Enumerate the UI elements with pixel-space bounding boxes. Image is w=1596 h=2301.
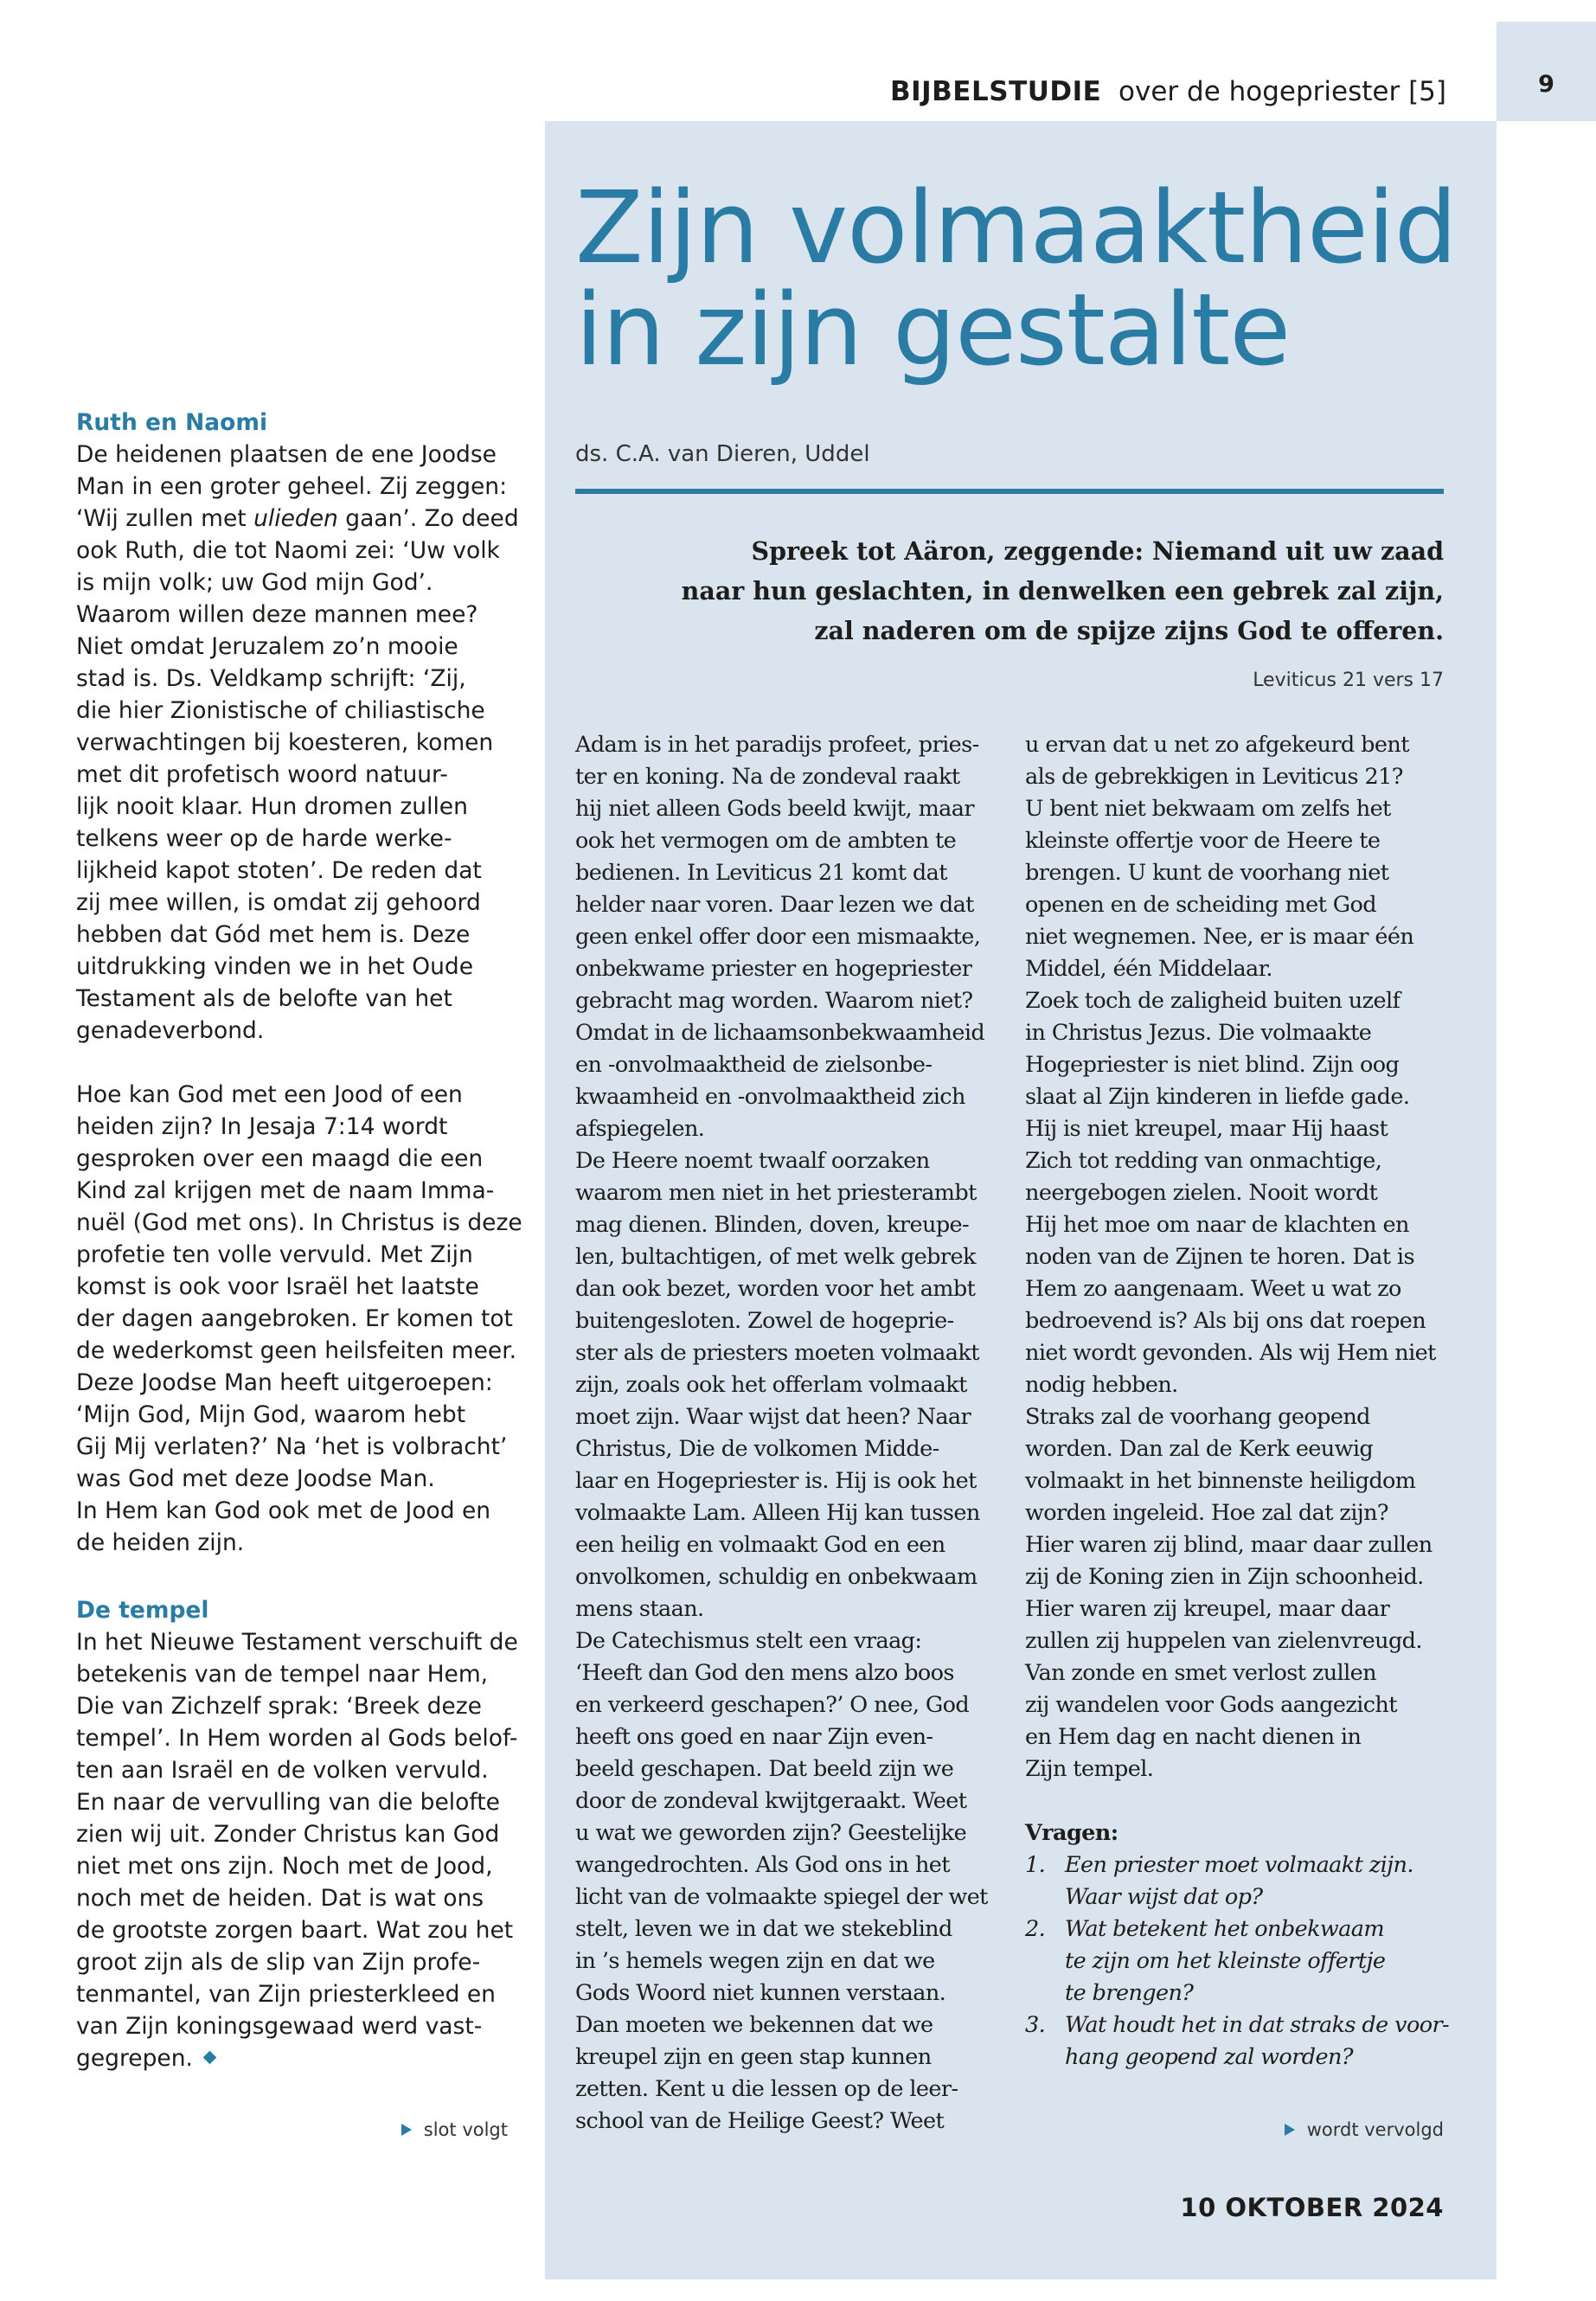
continuation-text: slot volgt bbox=[423, 2119, 508, 2140]
question-line: Waar wijst dat op? bbox=[1065, 1884, 1263, 1910]
text-line: ten aan Israël en de volken vervuld. bbox=[76, 1757, 489, 1784]
text-line: ter en koning. Na de zondeval raakt bbox=[575, 764, 960, 790]
text-line: Zoek toch de zaligheid buiten uzelf bbox=[1025, 988, 1401, 1014]
text-line: De Catechismus stelt een vraag: bbox=[575, 1628, 922, 1654]
text-line: verwachtingen bij koesteren, komen bbox=[76, 729, 494, 756]
text-line: Omdat in de lichaamsonbekwaamheid bbox=[575, 1020, 985, 1046]
text-line: de heiden zijn. bbox=[76, 1529, 245, 1556]
text-line: In het Nieuwe Testament verschuift de bbox=[76, 1629, 518, 1656]
text-line: niet met ons zijn. Noch met de Jood, bbox=[76, 1853, 493, 1880]
left-column-paragraph-2 bbox=[76, 1079, 526, 1559]
running-header bbox=[890, 76, 1446, 107]
text-line: die hier Zionistische of chiliastische bbox=[76, 697, 485, 724]
quote-line: Spreek tot Aäron, zeggende: Niemand uit uw zaad bbox=[751, 536, 1444, 566]
quote-source: Leviticus 21 vers 17 bbox=[1253, 670, 1444, 691]
text-line: de grootste zorgen baart. Wat zou het bbox=[76, 1917, 514, 1944]
question-line: Een priester moet volmaakt zijn. bbox=[1065, 1852, 1413, 1878]
text-line: Adam is in het paradijs profeet, pries- bbox=[575, 732, 979, 758]
question-line: hang geopend zal worden? bbox=[1065, 2044, 1353, 2070]
text-line: telkens weer op de harde werke- bbox=[76, 825, 452, 852]
text-line: Hem zo aangenaam. Weet u wat zo bbox=[1025, 1276, 1401, 1302]
text-line: Zijn tempel. bbox=[1025, 1756, 1154, 1782]
text-line: zullen zij huppelen van zielenvreugd. bbox=[1025, 1628, 1422, 1654]
title-line-1: Zijn volmaaktheid bbox=[575, 170, 1457, 286]
text-line: hebben dat Gód met hem is. Deze bbox=[76, 921, 471, 948]
text-line: ‘Mijn God, Mijn God, waarom hebt bbox=[76, 1401, 466, 1428]
text-line: tenmantel, van Zijn priesterkleed en bbox=[76, 1981, 496, 2008]
text-line: Testament als de belofte van het bbox=[76, 985, 452, 1012]
text-line: genadeverbond. bbox=[76, 1017, 265, 1044]
question-text bbox=[1065, 2009, 1449, 2073]
question-line: Wat houdt het in dat straks de voor- bbox=[1065, 2012, 1450, 2038]
question-text bbox=[1065, 1913, 1385, 2009]
text-line: Middel, één Middelaar. bbox=[1025, 956, 1272, 982]
text-line: gesproken over een maagd die een bbox=[76, 1145, 484, 1172]
text-line: ster als de priesters moeten volmaakt bbox=[575, 1340, 979, 1366]
question-line: te brengen? bbox=[1065, 1980, 1194, 2006]
text-line: betekenis van de tempel naar Hem, bbox=[76, 1661, 489, 1688]
text-line bbox=[76, 2042, 526, 2074]
text-line: len, bultachtigen, of met welk gebrek bbox=[575, 1244, 976, 1270]
text-line: wangedrochten. Als God ons in het bbox=[575, 1852, 950, 1878]
triangle-right-icon bbox=[401, 2124, 412, 2136]
text-line: uitdrukking vinden we in het Oude bbox=[76, 953, 474, 980]
question-text bbox=[1065, 1849, 1413, 1913]
text-line: bedienen. In Leviticus 21 komt dat bbox=[575, 860, 947, 886]
text-line: komst is ook voor Israël het laatste bbox=[76, 1273, 479, 1300]
text-line: De heidenen plaatsen de ene Joodse bbox=[76, 441, 497, 468]
text-line: Straks zal de voorhang geopend bbox=[1025, 1404, 1370, 1430]
question-line: te zijn om het kleinste offertje bbox=[1065, 1948, 1386, 1974]
title-divider bbox=[575, 489, 1444, 494]
text-line: worden. Dan zal de Kerk eeuwig bbox=[1025, 1436, 1374, 1462]
text-line: beeld geschapen. Dat beeld zijn we bbox=[575, 1756, 954, 1782]
text-line: nuël (God met ons). In Christus is deze bbox=[76, 1209, 522, 1236]
middle-column bbox=[575, 729, 990, 2138]
text-line: licht van de volmaakte spiegel der wet bbox=[575, 1884, 988, 1910]
text-line: laar en Hogepriester is. Hij is ook het bbox=[575, 1468, 977, 1494]
text-line: Man in een groter geheel. Zij zeggen: bbox=[76, 473, 508, 500]
text-line: volmaakt in het binnenste heiligdom bbox=[1025, 1468, 1416, 1494]
text-line: tempel’. In Hem worden al Gods belof- bbox=[76, 1725, 518, 1752]
right-column-text bbox=[1025, 729, 1449, 1785]
text-line: heeft ons goed en naar Zijn even- bbox=[575, 1724, 933, 1750]
text-line: met dit profetisch woord natuur- bbox=[76, 761, 448, 788]
text-line: en Hem dag en nacht dienen in bbox=[1025, 1724, 1362, 1750]
text-line: als de gebrekkigen in Leviticus 21? bbox=[1025, 764, 1403, 790]
text-line: Niet omdat Jeruzalem zo’n mooie bbox=[76, 633, 458, 660]
text-line: en -onvolmaaktheid de zielsonbe- bbox=[575, 1052, 933, 1078]
question-item bbox=[1025, 2009, 1449, 2073]
text-line: volmaakte Lam. Alleen Hij kan tussen bbox=[575, 1500, 980, 1526]
questions-heading: Vragen: bbox=[1025, 1820, 1118, 1846]
text-segment: ‘Wij zullen met bbox=[76, 505, 254, 532]
text-line: Hier waren zij blind, maar daar zullen bbox=[1025, 1532, 1433, 1558]
text-line: kleinste offertje voor de Heere te bbox=[1025, 828, 1381, 854]
text-line: Deze Joodse Man heeft uitgeroepen: bbox=[76, 1369, 493, 1396]
text-line: noden van de Zijnen te horen. Dat is bbox=[1025, 1244, 1414, 1270]
text-line: Gij Mij verlaten?’ Na ‘het is volbracht’ bbox=[76, 1433, 508, 1460]
question-item bbox=[1025, 1913, 1449, 2009]
text-line: bedroevend is? Als bij ons dat roepen bbox=[1025, 1308, 1426, 1334]
text-line: worden ingeleid. Hoe zal dat zijn? bbox=[1025, 1500, 1388, 1526]
text-line: Hij het moe om naar de klachten en bbox=[1025, 1212, 1409, 1238]
continuation-note-right bbox=[1285, 2119, 1444, 2140]
text-line: U bent niet bekwaam om zelfs het bbox=[1025, 796, 1391, 822]
text-line: Waarom willen deze mannen mee? bbox=[76, 601, 478, 628]
subheading-de-tempel: De tempel bbox=[76, 1597, 209, 1624]
text-line: zetten. Kent u die lessen op de leer- bbox=[575, 2076, 958, 2102]
text-line: neergebogen zielen. Nooit wordt bbox=[1025, 1180, 1378, 1206]
text-line: afspiegelen. bbox=[575, 1116, 705, 1142]
text-segment: gegrepen. bbox=[76, 2045, 193, 2072]
text-line: kreupel zijn en geen stap kunnen bbox=[575, 2044, 932, 2070]
text-line: buitengesloten. Zowel de hogeprie- bbox=[575, 1308, 954, 1334]
continuation-text: wordt vervolgd bbox=[1306, 2119, 1444, 2140]
subheading-ruth-en-naomi: Ruth en Naomi bbox=[76, 409, 268, 436]
text-line: kwaamheid en -onvolmaaktheid zich bbox=[575, 1084, 965, 1110]
text-line: Zich tot redding van onmachtige, bbox=[1025, 1148, 1382, 1174]
title-line-2: in zijn gestalte bbox=[575, 272, 1291, 388]
text-line: niet wegnemen. Nee, er is maar één bbox=[1025, 924, 1414, 950]
page-number: 9 bbox=[1538, 71, 1554, 98]
text-line: geen enkel offer door een mismaakte, bbox=[575, 924, 981, 950]
text-line: lijk nooit klaar. Hun dromen zullen bbox=[76, 793, 468, 820]
text-line: gebracht mag worden. Waarom niet? bbox=[575, 988, 973, 1014]
continuation-note-left bbox=[401, 2119, 508, 2140]
text-line: slaat al Zijn kinderen in liefde gade. bbox=[1025, 1084, 1410, 1110]
text-line: Kind zal krijgen met de naam Imma- bbox=[76, 1177, 495, 1204]
question-number: 3. bbox=[1025, 2012, 1046, 2038]
right-column bbox=[1025, 729, 1449, 2073]
section-label: BIJBELSTUDIE bbox=[889, 76, 1102, 107]
emphasis: ulieden bbox=[253, 505, 338, 532]
article-title bbox=[575, 170, 1484, 388]
text-line: van Zijn koningsgewaad werd vast- bbox=[76, 2013, 483, 2040]
text-line: Hoe kan God met een Jood of een bbox=[76, 1081, 463, 1108]
text-line bbox=[76, 503, 526, 535]
text-line: Hogepriester is niet blind. Zijn oog bbox=[1025, 1052, 1400, 1078]
text-line: u wat we geworden zijn? Geestelijke bbox=[575, 1820, 967, 1846]
end-mark-icon bbox=[203, 2051, 217, 2065]
text-line: en verkeerd geschapen?’ O nee, God bbox=[575, 1692, 970, 1718]
text-line: Van zonde en smet verlost zullen bbox=[1025, 1660, 1376, 1686]
text-line: zij mee willen, is omdat zij gehoord bbox=[76, 889, 481, 916]
text-line: ook het vermogen om de ambten te bbox=[575, 828, 957, 854]
text-line: nodig hebben. bbox=[1025, 1372, 1178, 1398]
text-line: was God met deze Joodse Man. bbox=[76, 1465, 435, 1492]
text-line: stad is. Ds. Veldkamp schrijft: ‘Zij, bbox=[76, 665, 466, 692]
text-line: der dagen aangebroken. Er komen tot bbox=[76, 1305, 513, 1332]
text-line: in ’s hemels wegen zijn en dat we bbox=[575, 1948, 935, 1974]
text-line: dan ook bezet, worden voor het ambt bbox=[575, 1276, 976, 1302]
text-line: Die van Zichzelf sprak: ‘Breek deze bbox=[76, 1693, 482, 1720]
text-line: noch met de heiden. Dat is wat ons bbox=[76, 1885, 484, 1912]
issue-date: 10 OKTOBER 2024 bbox=[1180, 2193, 1444, 2222]
text-line: Dan moeten we bekennen dat we bbox=[575, 2012, 933, 2038]
left-column-section-tempel bbox=[76, 1594, 526, 2074]
text-line: stelt, leven we in dat we stekeblind bbox=[575, 1916, 952, 1942]
text-line: zij wandelen voor Gods aangezicht bbox=[1025, 1692, 1397, 1718]
text-line: ook Ruth, die tot Naomi zei: ‘Uw volk bbox=[76, 537, 500, 564]
text-line: een heilig en volmaakt God en een bbox=[575, 1532, 945, 1558]
text-segment: gaan’. Zo deed bbox=[337, 505, 519, 532]
text-line: lijkheid kapot stoten’. De reden dat bbox=[76, 857, 482, 884]
text-line: openen en de scheiding met God bbox=[1025, 892, 1376, 918]
text-line: u ervan dat u net zo afgekeurd bent bbox=[1025, 732, 1409, 758]
text-line: Christus, Die de volkomen Midde- bbox=[575, 1436, 939, 1462]
question-number: 2. bbox=[1025, 1916, 1046, 1942]
text-line: hij niet alleen Gods beeld kwijt, maar bbox=[575, 796, 974, 822]
text-line: onvolkomen, schuldig en onbekwaam bbox=[575, 1564, 977, 1590]
question-item bbox=[1025, 1849, 1449, 1913]
question-line: Wat betekent het onbekwaam bbox=[1065, 1916, 1384, 1942]
text-line: Hier waren zij kreupel, maar daar bbox=[1025, 1596, 1390, 1622]
text-line: En naar de vervulling van die belofte bbox=[76, 1789, 500, 1816]
text-line: is mijn volk; uw God mijn God’. bbox=[76, 569, 433, 596]
triangle-right-icon bbox=[1285, 2124, 1295, 2136]
text-line: moet zijn. Waar wijst dat heen? Naar bbox=[575, 1404, 971, 1430]
text-line: in Christus Jezus. Die volmaakte bbox=[1025, 1020, 1372, 1046]
text-line: niet wordt gevonden. Als wij Hem niet bbox=[1025, 1340, 1436, 1366]
text-line: helder naar voren. Daar lezen we dat bbox=[575, 892, 974, 918]
text-line: profetie ten volle vervuld. Met Zijn bbox=[76, 1241, 473, 1268]
question-number: 1. bbox=[1025, 1852, 1046, 1878]
text-line: mag dienen. Blinden, doven, kreupe- bbox=[575, 1212, 970, 1238]
text-line: Gods Woord niet kunnen verstaan. bbox=[575, 1980, 946, 2006]
author-byline: ds. C.A. van Dieren, Uddel bbox=[575, 441, 870, 467]
text-line: mens staan. bbox=[575, 1596, 704, 1622]
bible-quote bbox=[575, 531, 1444, 651]
quote-line: naar hun geslachten, in denwelken een gebrek zal zijn, bbox=[681, 576, 1444, 606]
text-line: zien wij uit. Zonder Christus kan God bbox=[76, 1821, 500, 1848]
text-line: zijn, zoals ook het offerlam volmaakt bbox=[575, 1372, 967, 1398]
text-line: onbekwame priester en hogepriester bbox=[575, 956, 972, 982]
text-line: heiden zijn? In Jesaja 7:14 wordt bbox=[76, 1113, 448, 1140]
text-line: Hij is niet kreupel, maar Hij haast bbox=[1025, 1116, 1388, 1142]
text-line: waarom men niet in het priesterambt bbox=[575, 1180, 977, 1206]
text-line: zij de Koning zien in Zijn schoonheid. bbox=[1025, 1564, 1424, 1590]
text-line: In Hem kan God ook met de Jood en bbox=[76, 1497, 491, 1524]
quote-line: zal naderen om de spijze zijns God te offeren. bbox=[814, 616, 1444, 645]
text-line: brengen. U kunt de voorhang niet bbox=[1025, 860, 1389, 886]
text-line: groot zijn als de slip van Zijn profe- bbox=[76, 1949, 481, 1976]
text-line: ‘Heeft dan God den mens alzo boos bbox=[575, 1660, 954, 1686]
text-line: door de zondeval kwijtgeraakt. Weet bbox=[575, 1788, 967, 1814]
text-line: De Heere noemt twaalf oorzaken bbox=[575, 1148, 930, 1174]
section-subtitle: over de hogepriester [5] bbox=[1118, 76, 1446, 107]
text-line: de wederkomst geen heilsfeiten meer. bbox=[76, 1337, 517, 1364]
text-line: school van de Heilige Geest? Weet bbox=[575, 2108, 945, 2134]
left-column bbox=[76, 407, 526, 1047]
